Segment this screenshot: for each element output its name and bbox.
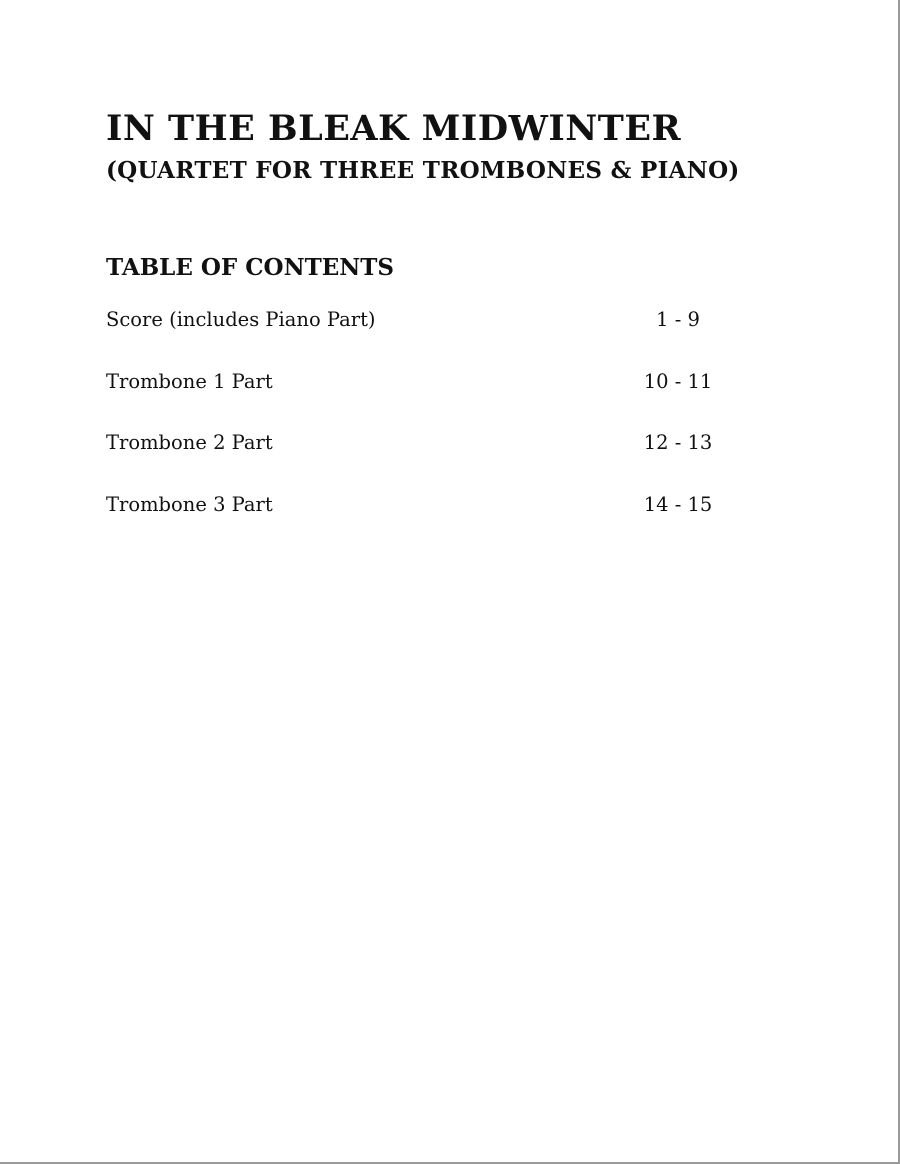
toc-entry-label: Trombone 1 Part [106,369,273,393]
document-title: IN THE BLEAK MIDWINTER [106,108,682,149]
toc-entry-label: Trombone 2 Part [106,431,273,454]
document-subtitle: (QUARTET FOR THREE TROMBONES & PIANO) [106,157,740,184]
toc-list [106,308,746,554]
toc-entry-label: Score (includes Piano Part) [106,308,376,331]
toc-entry-trombone-1 [106,370,746,432]
toc-entry-pages: 1 - 9 [656,308,700,331]
toc-entry-pages: 14 - 15 [643,492,713,516]
toc-entry-label: Trombone 3 Part [106,492,273,516]
toc-entry-pages: 10 - 11 [643,369,713,393]
toc-entry-score [106,308,746,370]
toc-heading: TABLE OF CONTENTS [106,254,394,281]
toc-entry-trombone-2 [106,431,746,493]
toc-entry-pages: 12 - 13 [643,431,713,454]
toc-entry-trombone-3 [106,493,746,555]
